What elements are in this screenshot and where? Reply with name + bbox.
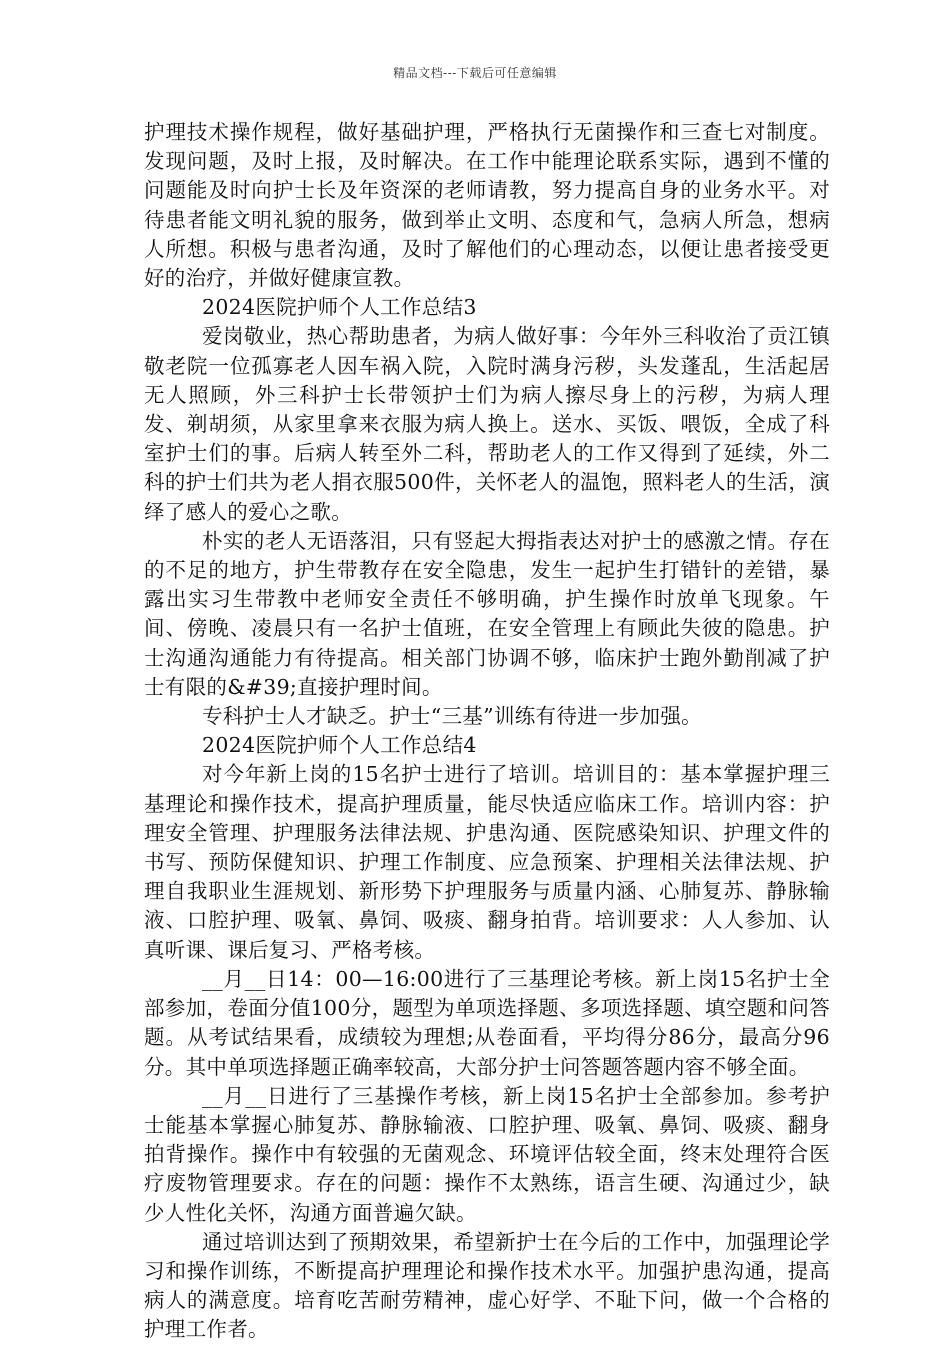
paragraph-continued: 护理技术操作规程，做好基础护理，严格执行无菌操作和三查七对制度。发现问题，及时上报，及时解决。在工作中能理论联系实际，遇到不懂的问题能及时向护士长及年资深的老师请教，努力提高自身的业务水平。对待患者能文明礼貌的服务，做到举止文明、态度和气，急病人所急，想病人所想。积极与患者沟通，及时了解他们的心理动态，以便让患者接受更好的治疗，并做好健康宣教。 <box>144 120 830 291</box>
paragraph: 对今年新上岗的15名护士进行了培训。培训目的：基本掌握护理三基理论和操作技术，提高护理质量，能尽快适应临床工作。培训内容：护理安全管理、护理服务法律法规、护患沟通、医院感染知识、护理文件的书写、预防保健知识、护理工作制度、应急预案、护理相关法律法规、护理自我职业生涯规划、新形势下护理服务与质量内涵、心肺复苏、静脉输液、口腔护理、吸氧、鼻饲、吸痰、翻身拍背。培训要求：人人参加、认真听课、课后复习、严格考核。 <box>144 762 830 962</box>
document-body <box>144 118 830 1345</box>
paragraph: __月__日14：00—16:00进行了三基理论考核。新上岗15名护士全部参加，卷面分值100分，题型为单项选择题、多项选择题、填空题和问答题。从考试结果看，成绩较为理想;从卷面看，平均得分86分，最高分96分。其中单项选择题正确率较高，大部分护士问答题答题内容不够全面。 <box>144 966 830 1079</box>
paragraph: 专科护士人才缺乏。护士“三基”训练有待进一步加强。 <box>202 704 702 729</box>
paragraph: 朴实的老人无语落泪，只有竖起大拇指表达对护士的感激之情。存在的不足的地方，护生带教存在安全隐患，发生一起护生打错针的差错，暴露出实习生带教中老师安全责任不够明确，护生操作时放单飞现象。午间、傍晚、凌晨只有一名护士值班，在安全管理上有顾此失彼的隐患。护士沟通沟通能力有待提高。相关部门协调不够，临床护士跑外勤削减了护士有限的&#39;直接护理时间。 <box>144 528 830 699</box>
page-header: 精品文档---下载后可任意编辑 <box>393 66 557 80</box>
paragraph: 爱岗敬业，热心帮助患者，为病人做好事：今年外三科收治了贡江镇敬老院一位孤寡老人因车祸入院，入院时满身污秽，头发蓬乱，生活起居无人照顾，外三科护士长带领护士们为病人擦尽身上的污秽，为病人理发、剃胡须，从家里拿来衣服为病人换上。送水、买饭、喂饭，全成了科室护士们的事。后病人转至外二科，帮助老人的工作又得到了延续，外二科的护士们共为老人捐衣服500件，关怀老人的温饱，照料老人的生活，演绎了感人的爱心之歌。 <box>144 324 830 524</box>
paragraph: __月__日进行了三基操作考核，新上岗15名护士全部参加。参考护士能基本掌握心肺复苏、静脉输液、口腔护理、吸氧、鼻饲、吸痰、翻身拍背操作。操作中有较强的无菌观念、环境评估较全面，终末处理符合医疗废物管理要求。存在的问题：操作不太熟练，语言生硬、沟通过少，缺少人性化关怀，沟通方面普遍欠缺。 <box>144 1083 830 1225</box>
section-heading-4: 2024医院护师个人工作总结4 <box>202 733 477 758</box>
paragraph: 通过培训达到了预期效果，希望新护士在今后的工作中，加强理论学习和操作训练，不断提高护理理论和操作技术水平。加强护患沟通，提高病人的满意度。培育吃苦耐劳精神，虚心好学、不耻下问，做一个合格的护理工作者。 <box>144 1229 830 1342</box>
section-heading-3: 2024医院护师个人工作总结3 <box>202 295 477 320</box>
